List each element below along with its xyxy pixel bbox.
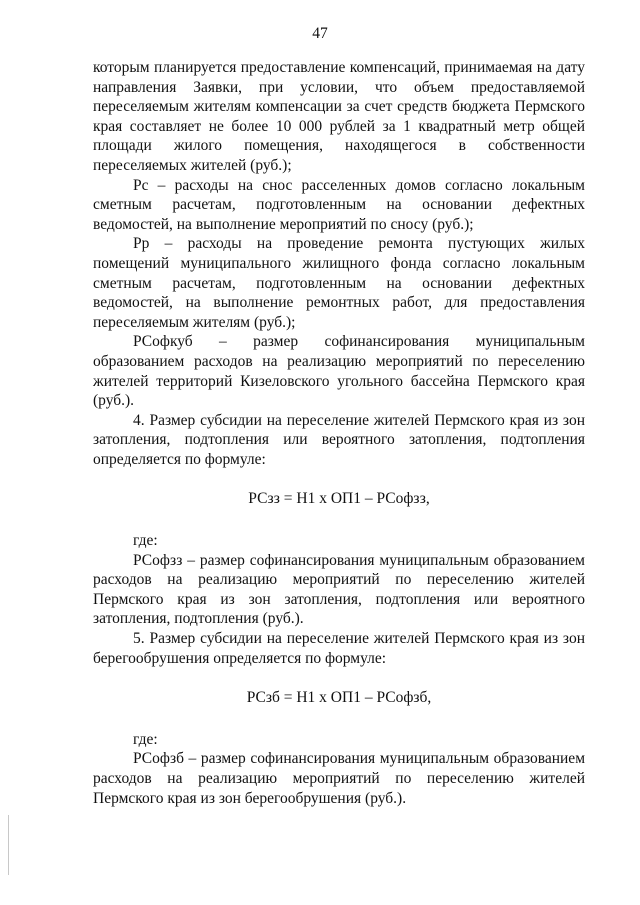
paragraph-compensation-continuation: которым планируется предоставление компенсаций, принимаемая на дату направления Заявки, при условии, что объем предоставляемой переселяемым жителям компенсации за счет средств бюджета Пермского края составляет не более 10 000 рублей за 1 квадратный метр общей площади жилого помещения, находящегося в собственности переселяемых жителей (руб.);	[93, 59, 585, 174]
document-body	[93, 58, 585, 808]
paragraph-bank-collapse-cofinancing: РСофзб – размер софинансирования муниципальным образованием расходов на реализацию мероприятий по переселению жителей Пермского края из зон берегообрушения (руб.).	[93, 750, 585, 807]
paragraph-repair-costs: Рр – расходы на проведение ремонта пустующих жилых помещений муниципального жилищного фонда согласно локальным сметным расчетам, подготовленным на основании дефектных ведомостей, на выполнение ремонтных работ, для предоставления переселяемым жителям (руб.);	[93, 235, 585, 331]
page-number: 47	[312, 25, 328, 42]
paragraph-demolition-costs: Рс – расходы на снос расселенных домов согласно локальным сметным расчетам, подготовленным на основании дефектных ведомостей, на выполнение мероприятий по сносу (руб.);	[93, 176, 585, 233]
where-label: где:	[133, 730, 158, 748]
formula-flood-zone: РСзз = Н1 х ОП1 – РСофзз,	[248, 490, 430, 508]
paragraph-flood-cofinancing: РСофзз – размер софинансирования муниципальным образованием расходов на реализацию мероприятий по переселению жителей Пермского края из зон затопления, подтопления или вероятного затопления, подтопления (руб.).	[93, 551, 585, 628]
paragraph-flood-zone-subsidy: 4. Размер субсидии на переселение жителей Пермского края из зон затопления, подтопления или вероятного затопления, подтопления определяется по формуле:	[93, 411, 585, 468]
scan-edge-line	[8, 815, 9, 875]
paragraph-bank-collapse-subsidy: 5. Размер субсидии на переселение жителей Пермского края из зон берегообрушения определяется по формуле:	[93, 630, 585, 667]
where-label: где:	[133, 532, 158, 550]
paragraph-kizel-cofinancing: РСофкуб – размер софинансирования муниципальным образованием расходов на реализацию мероприятий по переселению жителей территорий Кизеловского угольного бассейна Пермского края (руб.).	[93, 333, 585, 410]
formula-bank-collapse: РСзб = Н1 х ОП1 – РСофзб,	[246, 689, 432, 707]
